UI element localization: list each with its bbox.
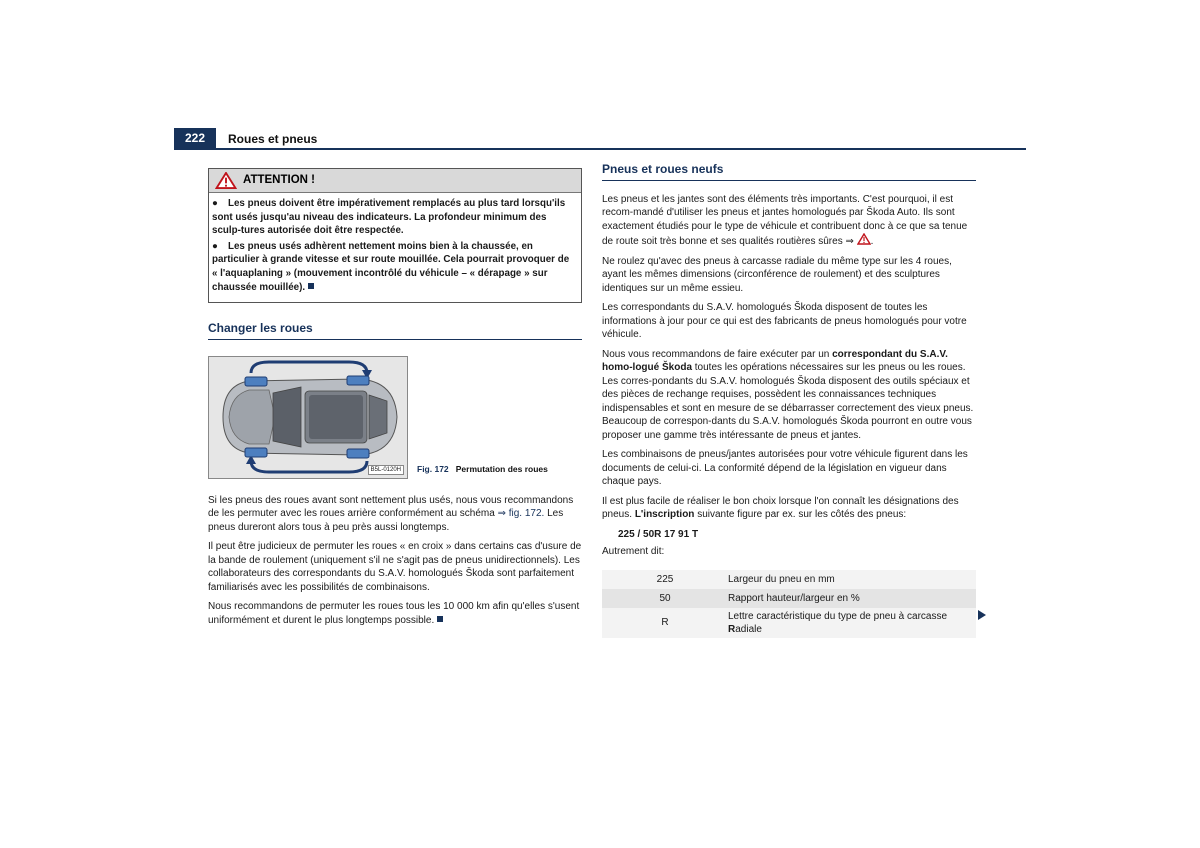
right-column (602, 163, 976, 638)
warning-icon (215, 172, 237, 189)
table-cell-description: Lettre caractéristique du type de pneu à carcasse Radiale (728, 610, 948, 635)
figure-label: Fig. 172 (417, 464, 449, 475)
wheel-rotation-diagram (208, 356, 408, 479)
paragraph: Il peut être judicieux de permuter les roues « en croix » dans certains cas d'usure de la bande de roulement (uniquement s'il ne s'agit pas de pneus unidirectionnels). Les collaborateurs des correspondants du S.A.V. homologués Škoda sont parfaitement familiarisés avec les possibilités de combinaisons. (208, 541, 582, 593)
attention-title: ATTENTION ! (243, 173, 315, 186)
attention-box (208, 168, 582, 303)
table-cell-code: 50 (659, 592, 671, 604)
warning-reference-icon[interactable] (857, 233, 871, 245)
paragraph: Les combinaisons de pneus/jantes autorisées pour votre véhicule figurent dans les documents de celui-ci. La conformité dépend de la législation en vigueur dans chaque pays. (602, 449, 968, 487)
paragraph: Autrement dit: (602, 546, 665, 557)
attention-item: ● Les pneus doivent être impérativement remplacés au plus tard lorsqu'ils sont usés jusqu'au niveau des indicateurs. La profondeur minimum des sculp-tures autorisée doit être respectée. (212, 198, 566, 237)
bullet-icon: ● (212, 198, 218, 209)
figure-reference-link[interactable]: ⇒ fig. 172. (497, 508, 545, 520)
attention-body (209, 193, 581, 302)
table-cell-description: Largeur du pneu en mm (728, 573, 835, 585)
header-rule (174, 148, 1026, 150)
paragraph: Nous vous recommandons de faire exécuter par un correspondant du S.A.V. homo-logué Škoda toutes les opérations nécessaires sur les pneus ou les roues. Les corres-pondants du S.A.V. homologués Škoda disposent des outils spéciaux et des pièces de rechange requises, possèdent les connaissances techniques indispensables et sont en mesure de se débarrasser correctement des vieux pneus. Beaucoup de correspon-dants du S.A.V. homologués Škoda pourront en outre vous proposer une gamme très intéressante de pneus et jantes. (602, 348, 974, 441)
table-row (602, 608, 976, 638)
page-number: 222 (174, 128, 216, 149)
end-marker-icon (308, 283, 314, 289)
figure-caption (417, 463, 548, 477)
table-row (602, 570, 976, 589)
figure-caption-text: Permutation des roues (455, 464, 548, 475)
attention-header (209, 169, 581, 193)
paragraph: Nous recommandons de permuter les roues tous les 10 000 km afin qu'elles s'usent uniformément et durent le plus longtemps possible. (208, 601, 580, 626)
heading-changer-les-roues: Changer les roues (208, 322, 582, 340)
table-cell-code: R (661, 617, 669, 628)
car-top-view-illustration (209, 357, 407, 478)
continue-arrow-icon (978, 610, 986, 620)
paragraph: Les correspondants du S.A.V. homologués Škoda disposent de toutes les informations à jour pour ce qui est des fabricants de pneus homologués pour votre véhicule. (602, 302, 967, 340)
table-row (602, 589, 976, 608)
page-header (174, 128, 1026, 149)
tire-code: 225 / 50R 17 91 T (618, 528, 699, 540)
table-cell-description: Rapport hauteur/largeur en % (728, 592, 860, 604)
paragraph: Si les pneus des roues avant sont nettement plus usés, nous vous recommandons de les permuter avec les roues arrière conformément au schéma ⇒ fig. 172. Les pneus dureront alors tous à peu près aussi longtemps. (208, 494, 574, 533)
table-cell-code: 225 (656, 573, 674, 585)
figure-code: B5L-0120H (368, 465, 404, 475)
heading-pneus-et-roues-neufs: Pneus et roues neufs (602, 163, 976, 181)
left-column (208, 168, 582, 627)
bullet-icon: ● (212, 240, 218, 252)
figure-172 (208, 356, 582, 479)
section-title: Roues et pneus (228, 132, 318, 146)
attention-item: ● Les pneus usés adhèrent nettement moins bien à la chaussée, en particulier à grande vitesse et sur route mouillée. Cela pourrait provoquer de « l'aquaplaning » (mouvement incontrôlé du véhicule – « dérapage » sur chaussée mouillée). (212, 240, 570, 293)
end-marker-icon (437, 616, 443, 622)
tire-designation-table (602, 570, 976, 638)
paragraph: Il est plus facile de réaliser le bon choix lorsque l'on connaît les désignations des pneus. L'inscription suivante figure par ex. sur les côtés des pneus: (602, 495, 959, 520)
paragraph: Les pneus et les jantes sont des éléments très importants. C'est pourquoi, il est recom-mandé d'utiliser les pneus et jantes homologués par Škoda Auto. Ils sont exactement étudiés pour le type de véhicule et contribuent donc à ce que sa tenue de route soit très bonne et ses qualités routières sûres ⇒ . (602, 193, 968, 247)
paragraph: Ne roulez qu'avec des pneus à carcasse radiale du même type sur les 4 roues, ayant les mêmes dimensions (circonférence de roulement) et des sculptures identiques sur un même essieu. (602, 255, 952, 294)
